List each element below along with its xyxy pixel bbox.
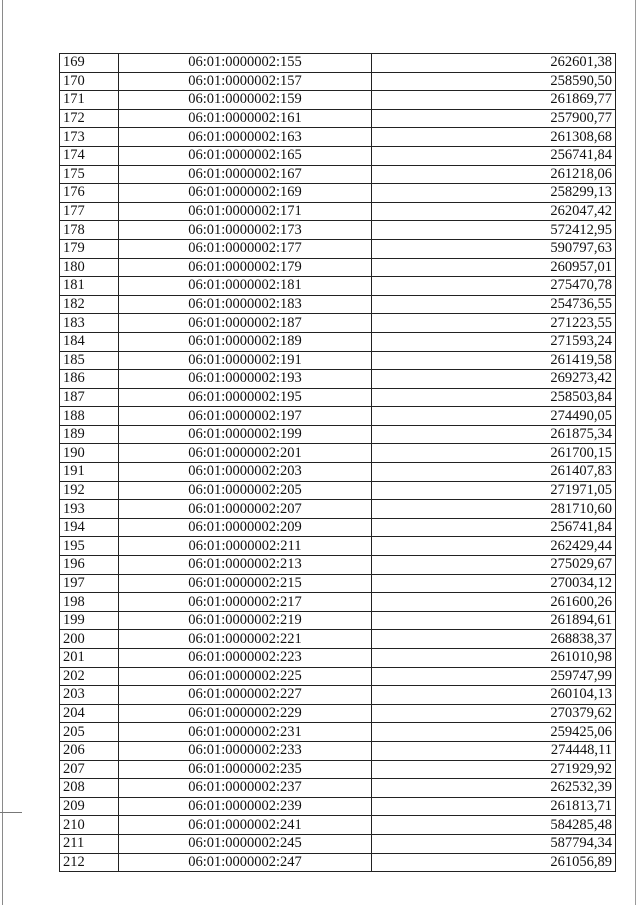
row-number-cell: 174 — [60, 146, 119, 165]
cadastral-number-cell: 06:01:0000002:163 — [119, 128, 372, 147]
table-row — [60, 332, 616, 351]
table-row — [60, 611, 616, 630]
row-number-cell: 196 — [60, 556, 119, 575]
table-row — [60, 351, 616, 370]
table-row — [60, 481, 616, 500]
cadastral-number-cell: 06:01:0000002:211 — [119, 537, 372, 556]
cadastral-number-cell: 06:01:0000002:169 — [119, 184, 372, 203]
row-number-cell: 175 — [60, 165, 119, 184]
row-number-cell: 198 — [60, 593, 119, 612]
cadastral-value-cell: 261875,34 — [372, 425, 616, 444]
row-number-cell: 188 — [60, 407, 119, 426]
table-row — [60, 834, 616, 853]
cadastral-number-cell: 06:01:0000002:171 — [119, 202, 372, 221]
cadastral-value-cell: 587794,34 — [372, 834, 616, 853]
table-row — [60, 109, 616, 128]
table-row — [60, 388, 616, 407]
table-row — [60, 54, 616, 73]
cadastral-value-cell: 260957,01 — [372, 258, 616, 277]
row-number-cell: 205 — [60, 723, 119, 742]
cadastral-value-cell: 271223,55 — [372, 314, 616, 333]
cadastral-number-cell: 06:01:0000002:203 — [119, 463, 372, 482]
cadastral-number-cell: 06:01:0000002:247 — [119, 853, 372, 872]
cadastral-value-cell: 275029,67 — [372, 556, 616, 575]
cadastral-value-cell: 259747,99 — [372, 667, 616, 686]
cadastral-value-cell: 261419,58 — [372, 351, 616, 370]
table-row — [60, 295, 616, 314]
cadastral-number-cell: 06:01:0000002:187 — [119, 314, 372, 333]
row-number-cell: 207 — [60, 760, 119, 779]
cadastral-value-cell: 274490,05 — [372, 407, 616, 426]
cadastral-number-cell: 06:01:0000002:239 — [119, 797, 372, 816]
table-row — [60, 165, 616, 184]
cadastral-number-cell: 06:01:0000002:241 — [119, 816, 372, 835]
cadastral-value-cell: 590797,63 — [372, 239, 616, 258]
table-row — [60, 72, 616, 91]
cadastral-number-cell: 06:01:0000002:179 — [119, 258, 372, 277]
cadastral-number-cell: 06:01:0000002:199 — [119, 425, 372, 444]
cadastral-number-cell: 06:01:0000002:167 — [119, 165, 372, 184]
cadastral-value-cell: 261407,83 — [372, 463, 616, 482]
row-number-cell: 211 — [60, 834, 119, 853]
cadastral-number-cell: 06:01:0000002:229 — [119, 704, 372, 723]
cadastral-value-cell: 268838,37 — [372, 630, 616, 649]
cadastral-number-cell: 06:01:0000002:173 — [119, 221, 372, 240]
row-number-cell: 210 — [60, 816, 119, 835]
cadastral-number-cell: 06:01:0000002:231 — [119, 723, 372, 742]
cadastral-number-cell: 06:01:0000002:183 — [119, 295, 372, 314]
cadastral-value-cell: 584285,48 — [372, 816, 616, 835]
row-number-cell: 212 — [60, 853, 119, 872]
cadastral-number-cell: 06:01:0000002:181 — [119, 277, 372, 296]
table-row — [60, 221, 616, 240]
row-number-cell: 182 — [60, 295, 119, 314]
row-number-cell: 185 — [60, 351, 119, 370]
row-number-cell: 193 — [60, 500, 119, 519]
table-row — [60, 574, 616, 593]
table-row — [60, 853, 616, 872]
table-row — [60, 779, 616, 798]
row-number-cell: 208 — [60, 779, 119, 798]
row-number-cell: 201 — [60, 649, 119, 668]
row-number-cell: 202 — [60, 667, 119, 686]
row-number-cell: 203 — [60, 686, 119, 705]
row-number-cell: 173 — [60, 128, 119, 147]
row-number-cell: 177 — [60, 202, 119, 221]
cadastral-number-cell: 06:01:0000002:193 — [119, 370, 372, 389]
cadastral-value-cell: 262429,44 — [372, 537, 616, 556]
cadastral-value-cell: 257900,77 — [372, 109, 616, 128]
row-number-cell: 192 — [60, 481, 119, 500]
row-number-cell: 204 — [60, 704, 119, 723]
cadastral-value-cell: 271929,92 — [372, 760, 616, 779]
cadastral-number-cell: 06:01:0000002:191 — [119, 351, 372, 370]
cadastral-number-cell: 06:01:0000002:201 — [119, 444, 372, 463]
table-row — [60, 258, 616, 277]
cadastral-number-cell: 06:01:0000002:157 — [119, 72, 372, 91]
page-right-edge — [635, 0, 636, 905]
cadastral-value-cell: 270379,62 — [372, 704, 616, 723]
cadastral-number-cell: 06:01:0000002:195 — [119, 388, 372, 407]
page-left-edge — [2, 0, 3, 905]
row-number-cell: 187 — [60, 388, 119, 407]
cadastral-number-cell: 06:01:0000002:215 — [119, 574, 372, 593]
cadastral-number-cell: 06:01:0000002:235 — [119, 760, 372, 779]
cadastral-value-cell: 271971,05 — [372, 481, 616, 500]
cadastral-number-cell: 06:01:0000002:221 — [119, 630, 372, 649]
cadastral-value-cell: 258299,13 — [372, 184, 616, 203]
table-row — [60, 444, 616, 463]
cadastral-value-cell: 281710,60 — [372, 500, 616, 519]
table-row — [60, 202, 616, 221]
table-row — [60, 91, 616, 110]
cadastral-value-cell: 270034,12 — [372, 574, 616, 593]
cadastral-value-cell: 261813,71 — [372, 797, 616, 816]
table-row — [60, 146, 616, 165]
table-row — [60, 723, 616, 742]
cadastral-number-cell: 06:01:0000002:189 — [119, 332, 372, 351]
table-row — [60, 760, 616, 779]
table-row — [60, 797, 616, 816]
row-number-cell: 195 — [60, 537, 119, 556]
cadastral-number-cell: 06:01:0000002:159 — [119, 91, 372, 110]
cadastral-value-cell: 261218,06 — [372, 165, 616, 184]
row-number-cell: 181 — [60, 277, 119, 296]
table-row — [60, 518, 616, 537]
row-number-cell: 183 — [60, 314, 119, 333]
cadastral-number-cell: 06:01:0000002:177 — [119, 239, 372, 258]
row-number-cell: 186 — [60, 370, 119, 389]
cadastral-number-cell: 06:01:0000002:209 — [119, 518, 372, 537]
cadastral-value-cell: 262532,39 — [372, 779, 616, 798]
cadastral-number-cell: 06:01:0000002:217 — [119, 593, 372, 612]
table-row — [60, 500, 616, 519]
cadastral-value-cell: 261894,61 — [372, 611, 616, 630]
row-number-cell: 190 — [60, 444, 119, 463]
cadastral-value-cell: 261010,98 — [372, 649, 616, 668]
cadastral-value-cell: 261056,89 — [372, 853, 616, 872]
cadastral-number-cell: 06:01:0000002:155 — [119, 54, 372, 73]
cadastral-number-cell: 06:01:0000002:165 — [119, 146, 372, 165]
table-row — [60, 370, 616, 389]
table-row — [60, 239, 616, 258]
table-row — [60, 314, 616, 333]
row-number-cell: 206 — [60, 741, 119, 760]
table-row — [60, 277, 616, 296]
cadastral-number-cell: 06:01:0000002:237 — [119, 779, 372, 798]
cadastral-value-cell: 260104,13 — [372, 686, 616, 705]
cadastral-value-cell: 261869,77 — [372, 91, 616, 110]
table-body — [60, 54, 616, 872]
table-row — [60, 128, 616, 147]
table-row — [60, 630, 616, 649]
cadastral-value-cell: 274448,11 — [372, 741, 616, 760]
cadastral-number-cell: 06:01:0000002:213 — [119, 556, 372, 575]
cadastral-number-cell: 06:01:0000002:197 — [119, 407, 372, 426]
table-row — [60, 425, 616, 444]
cadastral-value-cell: 271593,24 — [372, 332, 616, 351]
row-number-cell: 171 — [60, 91, 119, 110]
row-number-cell: 189 — [60, 425, 119, 444]
cadastral-number-cell: 06:01:0000002:233 — [119, 741, 372, 760]
cadastral-value-cell: 262047,42 — [372, 202, 616, 221]
table-row — [60, 649, 616, 668]
cadastral-value-cell: 256741,84 — [372, 146, 616, 165]
cadastral-number-cell: 06:01:0000002:205 — [119, 481, 372, 500]
cadastral-value-cell: 258503,84 — [372, 388, 616, 407]
cadastral-number-cell: 06:01:0000002:223 — [119, 649, 372, 668]
table-row — [60, 407, 616, 426]
cadastral-number-cell: 06:01:0000002:207 — [119, 500, 372, 519]
cadastral-value-cell: 256741,84 — [372, 518, 616, 537]
cadastral-value-cell: 262601,38 — [372, 54, 616, 73]
row-number-cell: 179 — [60, 239, 119, 258]
table-row — [60, 593, 616, 612]
cadastral-number-cell: 06:01:0000002:219 — [119, 611, 372, 630]
margin-mark — [0, 812, 22, 813]
cadastral-value-table — [59, 53, 616, 872]
cadastral-value-cell: 259425,06 — [372, 723, 616, 742]
row-number-cell: 184 — [60, 332, 119, 351]
row-number-cell: 191 — [60, 463, 119, 482]
row-number-cell: 209 — [60, 797, 119, 816]
row-number-cell: 180 — [60, 258, 119, 277]
table-row — [60, 741, 616, 760]
table-row — [60, 556, 616, 575]
cadastral-number-cell: 06:01:0000002:225 — [119, 667, 372, 686]
row-number-cell: 197 — [60, 574, 119, 593]
cadastral-value-cell: 572412,95 — [372, 221, 616, 240]
table-row — [60, 816, 616, 835]
table-row — [60, 686, 616, 705]
cadastral-number-cell: 06:01:0000002:161 — [119, 109, 372, 128]
row-number-cell: 194 — [60, 518, 119, 537]
row-number-cell: 170 — [60, 72, 119, 91]
row-number-cell: 199 — [60, 611, 119, 630]
row-number-cell: 200 — [60, 630, 119, 649]
cadastral-value-cell: 261700,15 — [372, 444, 616, 463]
cadastral-value-cell: 261600,26 — [372, 593, 616, 612]
cadastral-value-cell: 254736,55 — [372, 295, 616, 314]
table-row — [60, 704, 616, 723]
cadastral-number-cell: 06:01:0000002:227 — [119, 686, 372, 705]
row-number-cell: 172 — [60, 109, 119, 128]
cadastral-value-cell: 275470,78 — [372, 277, 616, 296]
cadastral-value-cell: 258590,50 — [372, 72, 616, 91]
row-number-cell: 178 — [60, 221, 119, 240]
cadastral-value-cell: 269273,42 — [372, 370, 616, 389]
table-row — [60, 537, 616, 556]
row-number-cell: 169 — [60, 54, 119, 73]
table-row — [60, 184, 616, 203]
table-row — [60, 667, 616, 686]
cadastral-number-cell: 06:01:0000002:245 — [119, 834, 372, 853]
cadastral-value-cell: 261308,68 — [372, 128, 616, 147]
table-row — [60, 463, 616, 482]
row-number-cell: 176 — [60, 184, 119, 203]
